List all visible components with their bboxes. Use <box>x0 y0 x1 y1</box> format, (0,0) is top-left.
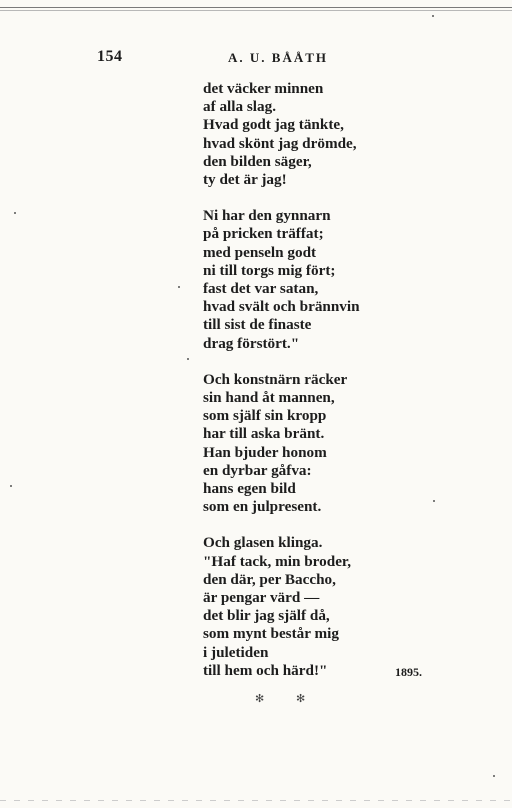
poem-line: som en julpresent. <box>203 498 322 516</box>
poem-line: till sist de finaste <box>203 316 312 334</box>
poem-line: på pricken träffat; <box>203 225 324 243</box>
print-speck <box>433 500 435 502</box>
stanza-4 <box>203 534 423 680</box>
poem-line: det väcker minnen <box>203 80 324 97</box>
poem-line: Och konstnärn räcker <box>203 370 348 388</box>
poem-line: med penseln godt <box>203 243 317 261</box>
poem-line: som mynt består mig <box>203 625 339 643</box>
poem-line: Han bjuder honom <box>203 443 327 461</box>
poem-line: ni till torgs mig fört; <box>203 261 336 279</box>
poem-line: en dyrbar gåfva: <box>203 461 312 479</box>
poem-line: af alla slag. <box>203 98 276 116</box>
print-speck <box>432 15 434 17</box>
poem-line: som själf sin kropp <box>203 407 327 425</box>
running-head: A. U. BÅÅTH <box>228 50 329 65</box>
print-speck <box>178 286 180 288</box>
poem-line: sin hand åt mannen, <box>203 389 335 407</box>
poem <box>203 80 423 698</box>
poem-line: hans egen bild <box>203 480 296 498</box>
poem-line: drag förstört." <box>203 334 300 352</box>
poem-line: Hvad godt jag tänkte, <box>203 116 344 134</box>
poem-line: "Haf tack, min broder, <box>203 552 352 570</box>
ornament-right-icon: ✻ <box>296 693 306 705</box>
poem-line: i juletiden <box>203 643 269 661</box>
poem-line: hvad svält och brännvin <box>203 298 360 316</box>
stanza-1 <box>203 80 423 189</box>
stanza-3 <box>203 371 423 517</box>
poem-line: har till aska bränt. <box>203 425 325 443</box>
stanza-2 <box>203 207 423 353</box>
print-speck <box>14 212 16 214</box>
poem-line: hvad skönt jag drömde, <box>203 134 357 152</box>
top-rule <box>0 7 512 8</box>
poem-line: Ni har den gynnarn <box>203 207 331 225</box>
poem-line: den där, per Baccho, <box>203 570 336 588</box>
print-speck <box>187 358 189 360</box>
poem-line: är pengar värd — <box>203 589 320 607</box>
ornament-left-icon: ✻ <box>255 693 265 705</box>
page-number: 154 <box>97 48 123 65</box>
print-speck <box>10 485 12 487</box>
poem-line: Och glasen klinga. <box>203 534 323 552</box>
poem-line: ty det är jag! <box>203 171 287 189</box>
poem-line: den bilden säger, <box>203 152 312 170</box>
poem-line: fast det var satan, <box>203 280 319 298</box>
poem-line: till hem och härd!" <box>203 661 328 679</box>
top-rule-secondary <box>0 10 512 11</box>
print-speck <box>493 775 495 777</box>
poem-line: det blir jag själf då, <box>203 607 330 625</box>
bottom-edge-noise <box>0 800 512 801</box>
year-date: 1895. <box>395 665 422 679</box>
